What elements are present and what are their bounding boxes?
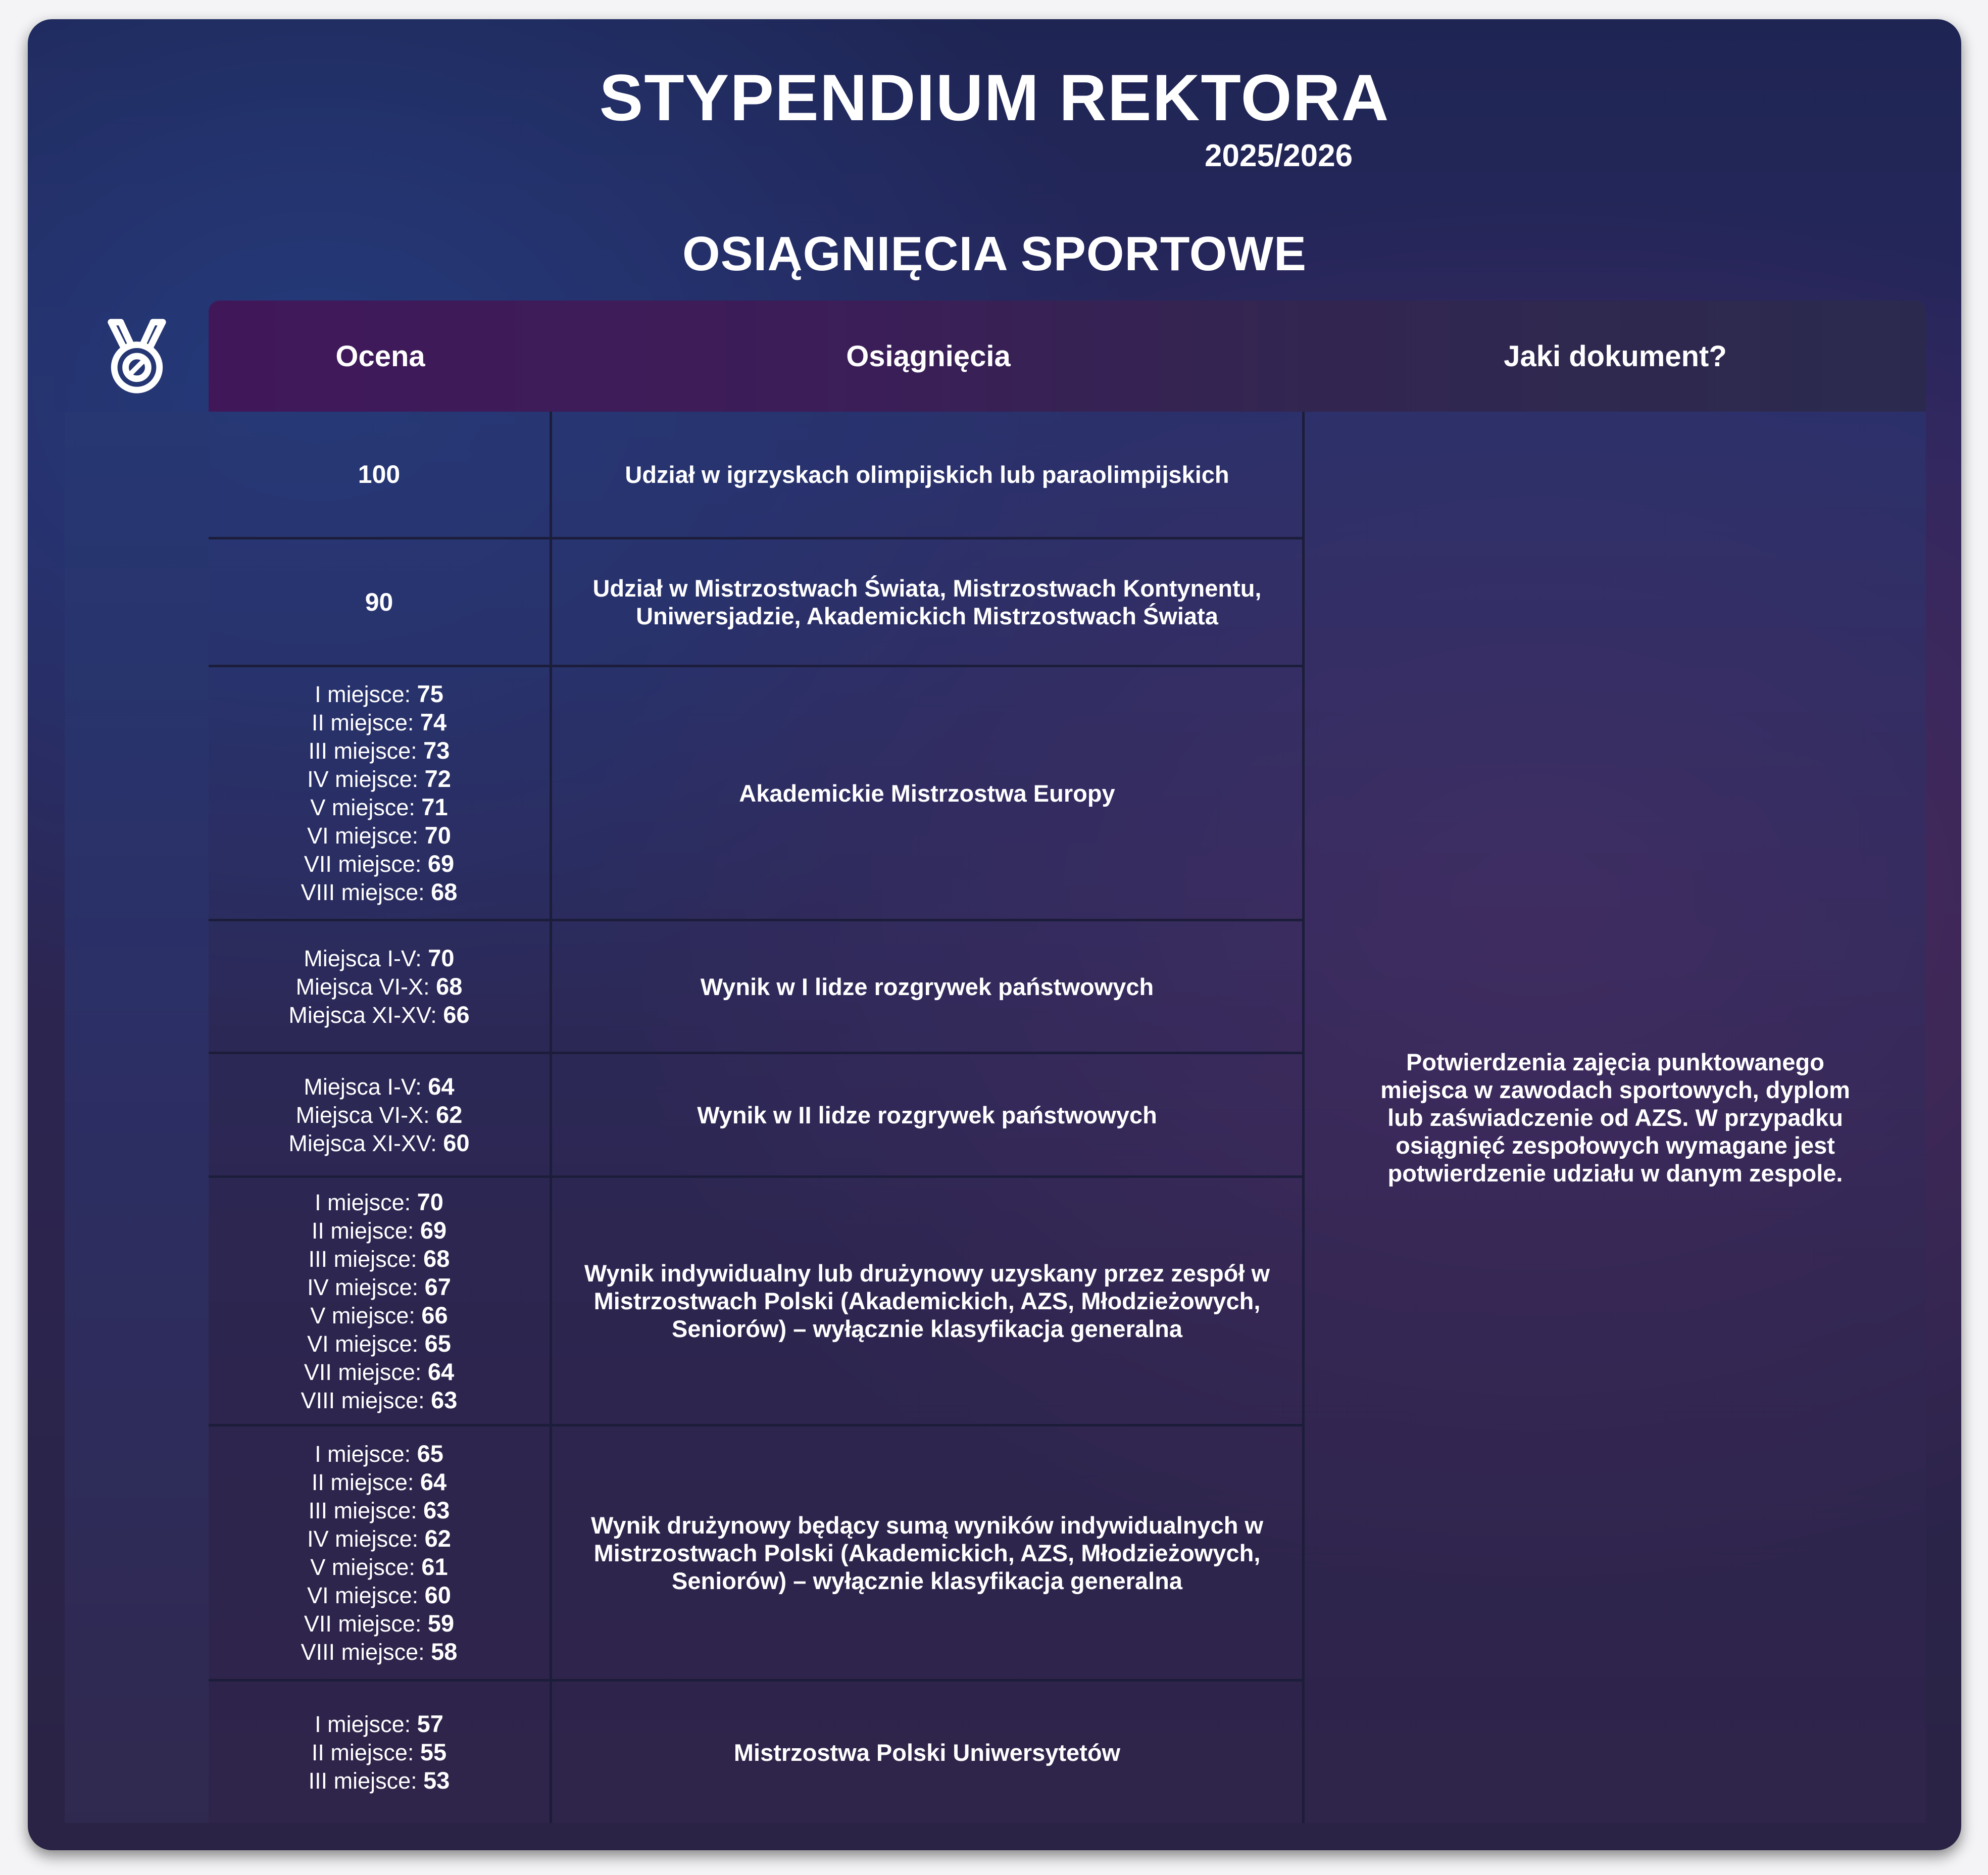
achievement-cell: Akademickie Mistrzostwa Europy	[552, 667, 1305, 919]
score-cell	[209, 667, 552, 919]
section-title: OSIĄGNIĘCIA SPORTOWE	[682, 227, 1307, 281]
score-line: VI miejsce: 60	[307, 1582, 451, 1608]
score-line: II miejsce: 64	[311, 1468, 447, 1495]
column-header-achievement: Osiągnięcia	[846, 339, 1011, 373]
score-line: VII miejsce: 69	[304, 850, 455, 877]
score-line: VII miejsce: 64	[304, 1358, 455, 1385]
score-line: I miejsce: 75	[315, 680, 443, 707]
column-header-score: Ocena	[335, 339, 425, 373]
score-line: VIII miejsce: 63	[301, 1386, 458, 1413]
score-line: III miejsce: 73	[308, 737, 450, 764]
score-cell	[209, 921, 552, 1052]
score-cell	[209, 539, 552, 665]
score-cell	[209, 1054, 552, 1175]
score-line: III miejsce: 68	[308, 1245, 450, 1272]
achievement-cell: Udział w igrzyskach olimpijskich lub paraolimpijskich	[552, 412, 1305, 537]
score-cell	[209, 1426, 552, 1679]
table-row	[209, 1682, 1305, 1823]
score-line: II miejsce: 69	[311, 1216, 447, 1244]
icon-column	[65, 412, 209, 1823]
score-line: II miejsce: 74	[311, 709, 447, 735]
score-value: 100	[358, 460, 401, 488]
score-line: VI miejsce: 70	[307, 822, 451, 849]
table-row	[209, 1054, 1305, 1178]
score-line: Miejsca XI-XV: 66	[288, 1001, 470, 1028]
score-line: Miejsca XI-XV: 60	[288, 1129, 470, 1156]
score-line: II miejsce: 55	[311, 1739, 447, 1765]
table-row	[209, 539, 1305, 667]
score-line: III miejsce: 63	[308, 1497, 450, 1523]
score-line: Miejsca I-V: 70	[304, 945, 455, 971]
achievements-table	[209, 412, 1926, 1823]
score-line: VII miejsce: 59	[304, 1610, 455, 1637]
column-header-document: Jaki dokument?	[1504, 339, 1727, 373]
score-line: VIII miejsce: 58	[301, 1638, 458, 1665]
achievement-cell: Wynik indywidualny lub drużynowy uzyskany przez zespół w Mistrzostwach Polski (Akademickich, AZS, Młodzieżowych, Seniorów) – wyłącznie klasyfikacja generalna	[552, 1178, 1305, 1424]
score-line: I miejsce: 65	[315, 1440, 443, 1467]
score-line: IV miejsce: 72	[307, 765, 451, 792]
score-cell	[209, 412, 552, 537]
achievement-cell: Mistrzostwa Polski Uniwersytetów	[552, 1682, 1305, 1823]
table-header	[209, 301, 1926, 412]
table-row	[209, 1426, 1305, 1682]
score-line: VIII miejsce: 68	[301, 878, 458, 905]
table-row	[209, 1178, 1305, 1426]
score-line: Miejsca I-V: 64	[304, 1073, 455, 1100]
score-value: 90	[365, 587, 393, 616]
score-cell	[209, 1178, 552, 1424]
score-line: I miejsce: 70	[315, 1188, 443, 1215]
score-line: IV miejsce: 67	[307, 1273, 451, 1300]
table-row	[209, 412, 1305, 539]
document-cell: Potwierdzenia zajęcia punktowanego miejsca w zawodach sportowych, dyplom lub zaświadczenie od AZS. W przypadku osiągnięć zespołowych wymagane jest potwierdzenie udziału w danym zespole.	[1380, 1048, 1850, 1187]
medal-icon	[96, 316, 177, 397]
score-line: I miejsce: 57	[315, 1710, 443, 1737]
score-line: IV miejsce: 62	[307, 1525, 451, 1552]
achievement-cell: Wynik drużynowy będący sumą wyników indywidualnych w Mistrzostwach Polski (Akademickich, AZS, Młodzieżowych, Seniorów) – wyłącznie klasyfikacja generalna	[552, 1426, 1305, 1679]
page-title: STYPENDIUM REKTORA	[599, 61, 1390, 134]
academic-year: 2025/2026	[1205, 138, 1353, 173]
score-line: V miejsce: 66	[310, 1301, 448, 1328]
score-line: V miejsce: 71	[310, 794, 448, 820]
score-line: Miejsca VI-X: 62	[295, 1101, 463, 1128]
score-line: V miejsce: 61	[310, 1553, 448, 1580]
achievement-cell: Wynik w II lidze rozgrywek państwowych	[552, 1054, 1305, 1175]
score-line: Miejsca VI-X: 68	[295, 973, 463, 1000]
medal-cell	[65, 301, 209, 412]
table-row	[209, 667, 1305, 921]
score-line: III miejsce: 53	[308, 1767, 450, 1794]
score-line: VI miejsce: 65	[307, 1329, 451, 1357]
achievement-cell: Udział w Mistrzostwach Świata, Mistrzostwach Kontynentu, Uniwersjadzie, Akademickich Mistrzostwach Świata	[552, 539, 1305, 665]
score-cell	[209, 1682, 552, 1823]
achievement-cell: Wynik w I lidze rozgrywek państwowych	[552, 921, 1305, 1052]
scholarship-card	[28, 19, 1961, 1850]
table-row	[209, 921, 1305, 1054]
